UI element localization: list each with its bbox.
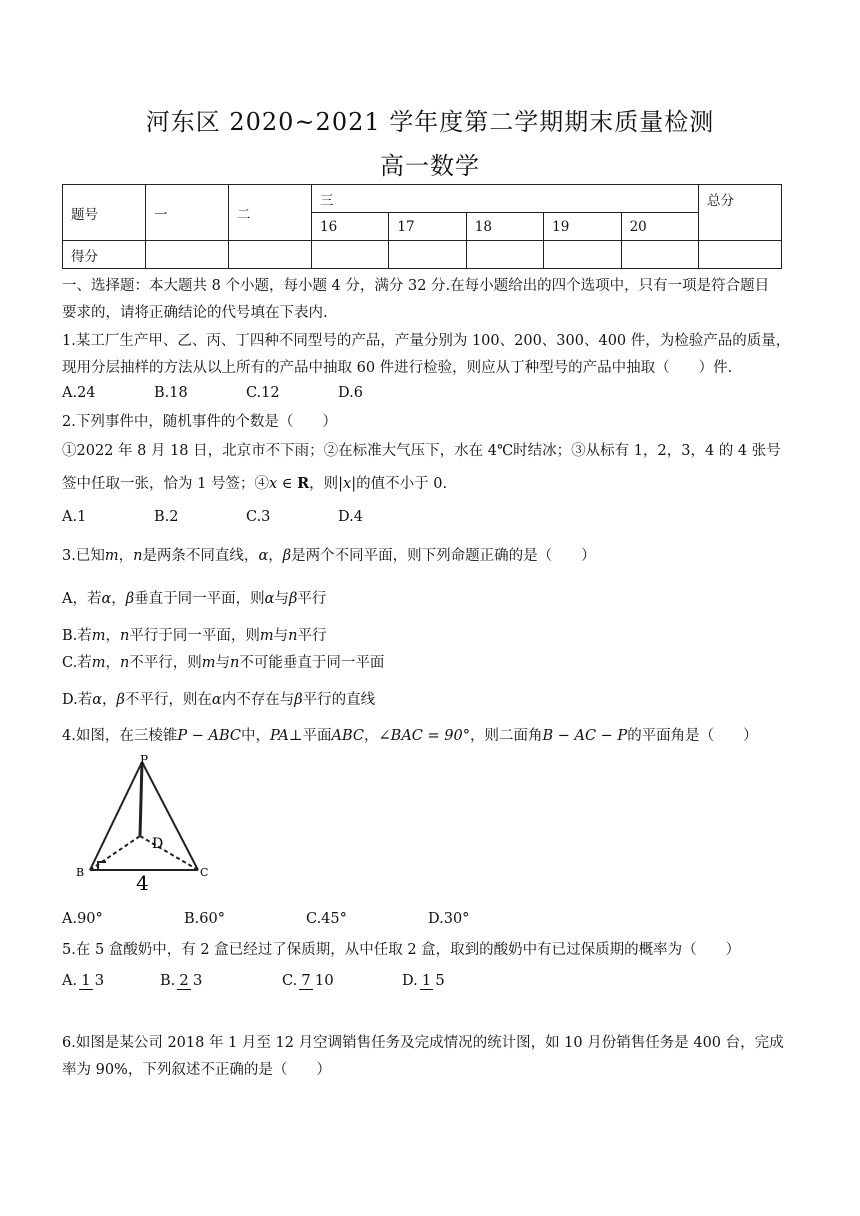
q6-stem-line2: 率为 90%，下列叙述不正确的是（ ）	[62, 1062, 331, 1078]
q3-text: C.若	[62, 655, 92, 671]
q3-option-b[interactable]	[62, 624, 326, 645]
q3-text: 不可能垂直于同一平面	[239, 655, 385, 671]
q2-in-symbol: ∈	[277, 476, 298, 492]
q3-var-beta: β	[282, 548, 292, 564]
q2-stem-line3	[62, 472, 447, 493]
q4-pyramid: P − ABC	[177, 728, 241, 744]
q4-edge-pa: PA	[269, 728, 289, 744]
q4-text: 4.如图，在三棱锥	[62, 728, 178, 744]
q4-plane-abc: ABC	[331, 728, 365, 744]
score-cell[interactable]	[229, 241, 312, 269]
q5-stem: 5.在 5 盒酸奶中，有 2 盒已经过了保质期，从中任取 2 盒，取到的酸奶中有已过保质期的概率为（ ）	[62, 942, 741, 958]
q5-option-label: B.	[160, 973, 176, 989]
q3-var-n: n	[230, 655, 240, 671]
section-intro-line1: 一、选择题：本大题共 8 个小题，每小题 4 分，满分 32 分.在每小题给出的四个选项中，只有一项是符合题目	[62, 278, 770, 294]
q5-fraction	[299, 972, 336, 990]
section-intro-line2: 要求的，请将正确结论的代号填在下表内.	[62, 305, 328, 321]
q3-var-n: n	[288, 628, 298, 644]
score-table	[62, 184, 782, 269]
q4-text: ，则二面角	[469, 728, 543, 744]
q1-option-a[interactable]: A.24	[62, 385, 96, 401]
q3-var-alpha: α	[258, 548, 269, 564]
q4-stem	[62, 724, 758, 745]
q4-label-b: B	[76, 866, 85, 879]
q1-option-d[interactable]: D.6	[338, 385, 363, 401]
q2-option-d[interactable]: D.4	[338, 509, 363, 525]
q1-option-c[interactable]: C.12	[246, 385, 280, 401]
q3-text: ，	[111, 591, 126, 607]
score-cell[interactable]	[389, 241, 466, 269]
q4-label-c: C	[200, 866, 209, 879]
q3-text: 垂直于同一平面，则	[134, 591, 265, 607]
q3-text: 平行	[297, 628, 327, 644]
q3-var-alpha: α	[264, 591, 275, 607]
q2-text: 签中任取一张，恰为 1 号签；④	[62, 476, 269, 492]
q3-option-c[interactable]	[62, 651, 384, 672]
fraction-numerator: 2	[179, 971, 189, 989]
q3-text: ，	[118, 548, 134, 564]
q5-option-a[interactable]	[62, 972, 160, 990]
q4-angle: ∠BAC = 90°	[378, 728, 470, 744]
fraction-numerator: 7	[301, 971, 311, 989]
q4-edge-pb	[90, 762, 142, 870]
q3-var-beta: β	[116, 692, 125, 708]
q2-text: ，则	[309, 476, 339, 492]
q3-text: ，	[102, 692, 117, 708]
q2-abs-x: |x|	[338, 476, 357, 492]
q3-var-beta: β	[125, 591, 135, 607]
q4-label-d: D	[152, 836, 164, 852]
score-cell[interactable]	[621, 241, 698, 269]
score-table-sub: 20	[621, 213, 698, 241]
q3-var-m: m	[104, 548, 119, 564]
q2-option-b[interactable]: B.2	[154, 509, 179, 525]
q2-options	[62, 509, 430, 525]
q4-edge-pa	[140, 762, 142, 836]
q1-stem-line1: 1.某工厂生产甲、乙、丙、丁四种不同型号的产品，产量分别为 100、200、300、400 件，为检验产品的质量，	[62, 333, 791, 349]
score-table-label-score: 得分	[63, 241, 146, 269]
q5-fraction	[79, 972, 106, 990]
q5-option-label: C.	[282, 973, 298, 989]
q3-var-beta: β	[288, 591, 298, 607]
q3-text: ，	[105, 628, 121, 644]
score-table-sub: 18	[466, 213, 543, 241]
q3-text: 内不存在与	[221, 692, 295, 708]
q3-var-m: m	[201, 655, 216, 671]
q3-var-n: n	[133, 548, 143, 564]
q3-var-n: n	[120, 628, 130, 644]
q3-option-a[interactable]	[62, 587, 326, 608]
score-table-col1: 一	[146, 185, 229, 241]
q5-option-d[interactable]	[402, 972, 482, 990]
score-cell[interactable]	[146, 241, 229, 269]
q3-text: B.若	[62, 628, 92, 644]
q4-figure-edges	[90, 762, 198, 870]
q1-option-b[interactable]: B.18	[154, 385, 188, 401]
score-table-total: 总分	[699, 185, 782, 241]
fraction-numerator: 1	[421, 971, 432, 989]
q5-option-label: D.	[402, 973, 418, 989]
q4-label-p: P	[140, 753, 149, 767]
q5-option-b[interactable]	[160, 972, 282, 990]
q3-text: 与	[273, 628, 289, 644]
q6-stem-line1: 6.如图是某公司 2018 年 1 月至 12 月空调销售任务及完成情况的统计图，如 10 月份销售任务是 400 台，完成	[62, 1035, 784, 1051]
exam-subtitle: 高一数学	[380, 152, 480, 180]
q4-pyramid-figure	[68, 750, 218, 900]
q3-var-alpha: α	[101, 591, 112, 607]
q2-stem-line1: 2.下列事件中，随机事件的个数是（ ）	[62, 414, 337, 430]
q4-text: 中，	[240, 728, 270, 744]
q2-text: 的值不小于 0.	[356, 476, 448, 492]
q3-text: 是两条不同直线，	[142, 548, 259, 564]
q3-text: 与	[215, 655, 231, 671]
q3-var-m: m	[91, 655, 106, 671]
fraction-denominator: 3	[94, 971, 105, 989]
q4-text: ，	[364, 728, 379, 744]
score-table-col3: 三	[312, 185, 699, 213]
q3-text: 与	[274, 591, 289, 607]
score-cell[interactable]	[312, 241, 389, 269]
score-cell[interactable]	[699, 241, 782, 269]
score-table-label-q: 题号	[63, 185, 146, 241]
q3-text: A，若	[62, 591, 102, 607]
q4-right-angle-mark	[98, 862, 106, 870]
q4-options	[62, 911, 550, 927]
q2-option-c[interactable]: C.3	[246, 509, 271, 525]
q2-stem-line2: ①2022 年 8 月 18 日，北京市不下雨；②在标准大气压下，水在 4℃时结冰；③从标有 1，2，3，4 的 4 张号	[62, 443, 781, 459]
q4-text: ⊥平面	[288, 728, 332, 744]
q5-options	[62, 972, 482, 990]
score-cell[interactable]	[544, 241, 621, 269]
q3-text: 不平行，则	[129, 655, 202, 671]
fraction-denominator: 10	[314, 971, 334, 989]
q3-var-alpha: α	[92, 692, 103, 708]
fraction-numerator: 1	[81, 971, 91, 989]
q3-var-n: n	[119, 655, 130, 671]
q2-var-x: x	[268, 476, 278, 492]
q3-text: 3.已知	[62, 548, 105, 564]
q5-fraction	[177, 972, 204, 990]
q3-option-d[interactable]	[62, 688, 375, 709]
q4-option-d[interactable]: D.30°	[428, 911, 470, 927]
q4-option-c[interactable]: C.45°	[306, 911, 347, 927]
score-table-col2: 二	[229, 185, 312, 241]
exam-title: 河东区 2020~2021 学年度第二学期期末质量检测	[145, 108, 715, 136]
q4-label-length: 4	[136, 871, 149, 895]
q3-var-m: m	[91, 628, 106, 644]
score-table-sub: 17	[389, 213, 466, 241]
score-table-sub: 19	[544, 213, 621, 241]
q4-option-a[interactable]: A.90°	[62, 911, 103, 927]
q3-text: 是两个不同平面，则下列命题正确的是（ ）	[291, 548, 596, 564]
score-cell[interactable]	[466, 241, 543, 269]
q4-edge-pc	[142, 762, 198, 870]
q1-options	[62, 385, 430, 401]
q3-text: D.若	[62, 692, 93, 708]
q3-text: 平行	[297, 591, 327, 607]
fraction-denominator: 5	[435, 971, 445, 989]
q5-fraction	[420, 972, 447, 990]
q3-var-m: m	[259, 628, 274, 644]
q3-text: 不平行，则在	[124, 692, 212, 708]
q3-var-alpha: α	[211, 692, 222, 708]
q4-text: 的平面角是（ ）	[627, 728, 758, 744]
q3-text: ，	[105, 655, 120, 671]
q4-dihedral: B − AC − P	[542, 728, 628, 744]
q3-text: 平行于同一平面，则	[129, 628, 260, 644]
q2-real-set: R	[297, 475, 310, 492]
q3-stem	[62, 544, 596, 565]
q1-stem-line2: 现用分层抽样的方法从以上所有的产品中抽取 60 件进行检验，则应从丁种型号的产品中抽取（ ）件.	[62, 360, 733, 376]
fraction-denominator: 3	[192, 971, 203, 989]
q2-option-a[interactable]: A.1	[62, 509, 87, 525]
q3-text: 平行的直线	[302, 692, 376, 708]
q3-var-beta: β	[294, 692, 303, 708]
score-table-sub: 16	[312, 213, 389, 241]
q3-text: ，	[268, 548, 283, 564]
q5-option-c[interactable]	[282, 972, 402, 990]
q4-option-b[interactable]: B.60°	[184, 911, 225, 927]
q5-option-label: A.	[62, 973, 78, 989]
